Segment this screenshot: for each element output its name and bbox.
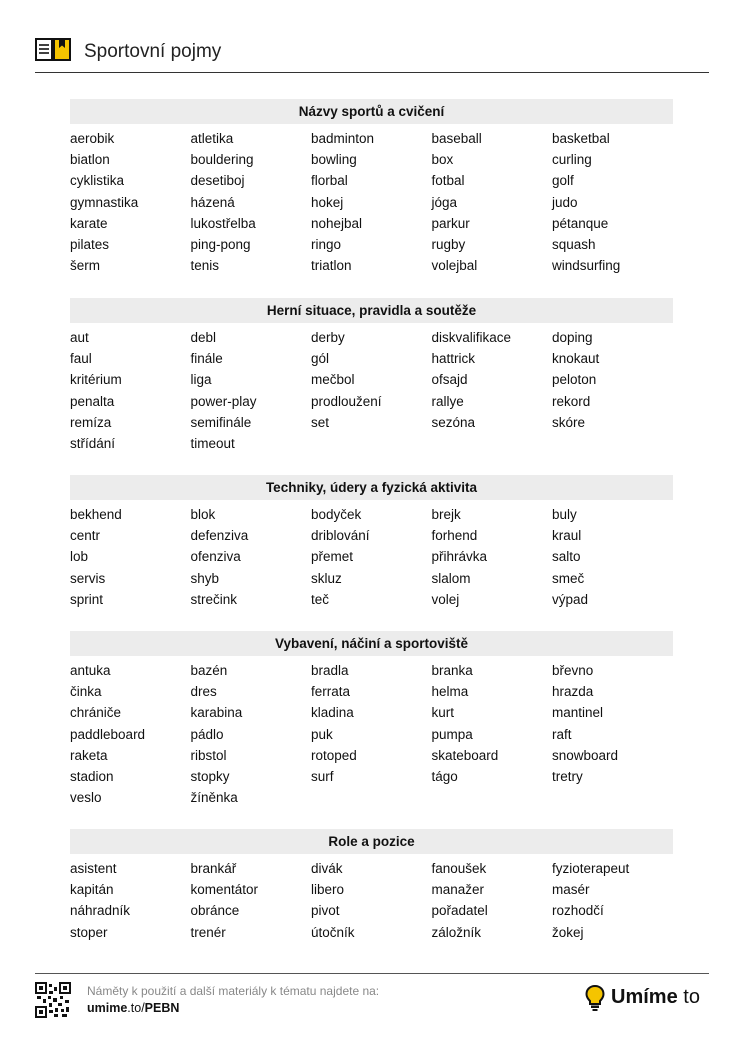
term-item: ping-pong (190, 236, 251, 252)
term-item: rekord (552, 393, 591, 409)
term-item: ferrata (311, 684, 351, 700)
brand-logo[interactable] (585, 984, 709, 1014)
term-grid (70, 504, 673, 610)
page-footer (35, 973, 709, 1024)
term-item: náhradník (70, 903, 131, 919)
term-item: záložník (431, 924, 482, 940)
term-item: strečink (190, 591, 238, 607)
term-item: mečbol (311, 372, 355, 388)
term-item: gymnastika (70, 194, 139, 210)
term-item: fanoušek (431, 861, 487, 876)
term-item: salto (552, 549, 581, 565)
term-item: volej (431, 591, 460, 607)
section-techniques (70, 475, 673, 610)
term-item: golf (552, 173, 574, 189)
link-domain-bold: umime (87, 1001, 128, 1015)
term-item: hokej (311, 194, 344, 210)
term-item: házená (190, 194, 235, 210)
section-sports (70, 99, 673, 276)
term-item: doping (552, 330, 593, 345)
term-item: střídání (70, 435, 116, 451)
term-item: badminton (311, 131, 375, 146)
section-title: Techniky, údery a fyzická aktivita (70, 475, 673, 500)
term-item: mantinel (552, 705, 604, 721)
term-item: remíza (70, 414, 112, 430)
term-item: žokej (552, 924, 584, 940)
term-item: squash (552, 236, 596, 252)
term-item: kapitán (70, 882, 114, 898)
term-item: power-play (190, 393, 257, 409)
term-item: libero (311, 882, 345, 898)
term-item: ribstol (190, 747, 227, 763)
term-grid (70, 128, 673, 276)
term-item: raft (552, 726, 572, 742)
term-item: útočník (311, 924, 355, 940)
term-item: rozhodčí (552, 903, 604, 919)
term-item: přihrávka (431, 549, 488, 565)
term-item: ofsajd (431, 372, 468, 388)
term-item: aut (70, 330, 89, 345)
section-game-situations (70, 298, 673, 454)
term-item: obránce (190, 903, 240, 919)
term-item: bodyček (311, 507, 362, 522)
term-item: jóga (431, 194, 458, 210)
brand-bold: Umíme (611, 986, 678, 1008)
section-equipment (70, 631, 673, 808)
section-title: Názvy sportů a cvičení (70, 99, 673, 124)
term-item: knokaut (552, 351, 600, 367)
term-item: pilates (70, 236, 110, 252)
term-item: diskvalifikace (431, 330, 512, 345)
term-item: peloton (552, 372, 597, 388)
term-item: bouldering (190, 152, 254, 168)
term-item: kurt (431, 705, 455, 721)
link-domain-tail: .to/ (127, 1001, 145, 1015)
term-item: komentátor (190, 882, 259, 898)
term-item: veslo (70, 790, 102, 806)
term-item: brejk (431, 507, 461, 522)
term-item: florbal (311, 173, 348, 189)
lightbulb-icon (585, 984, 605, 1012)
term-item: masér (552, 882, 590, 898)
term-item: slalom (431, 570, 471, 586)
term-item: pumpa (431, 726, 473, 742)
term-item: parkur (431, 215, 470, 231)
term-item: skóre (552, 414, 586, 430)
brand-name (611, 986, 700, 1009)
term-item: bowling (311, 152, 357, 168)
term-item: pádlo (190, 726, 224, 742)
term-item: asistent (70, 861, 117, 876)
page-title: Sportovní pojmy (84, 41, 222, 62)
term-item: judo (552, 194, 578, 210)
term-item: nohejbal (311, 215, 363, 231)
footer-note: Náměty k použití a další materiály k tématu najdete na: (87, 984, 380, 998)
term-item: brankář (190, 861, 237, 876)
term-item: paddleboard (70, 726, 146, 742)
term-item: skateboard (431, 747, 499, 763)
term-item: sezóna (431, 414, 476, 430)
term-item: manažer (431, 882, 485, 898)
term-item: kritérium (70, 372, 122, 388)
footer-link[interactable] (87, 1001, 179, 1015)
term-grid (70, 858, 673, 943)
term-item: blok (190, 507, 216, 522)
term-item: žíněnka (190, 790, 238, 806)
term-item: finále (190, 351, 223, 367)
term-item: basketbal (552, 131, 610, 146)
term-item: centr (70, 528, 101, 544)
term-item: fotbal (431, 173, 465, 189)
term-item: ofenziva (190, 549, 241, 565)
term-item: box (431, 152, 454, 168)
term-item: šerm (70, 258, 100, 274)
term-item: raketa (70, 747, 108, 763)
term-item: bazén (190, 663, 228, 678)
term-item: prodloužení (311, 393, 382, 409)
term-item: liga (190, 372, 212, 388)
term-item: přemet (311, 549, 354, 565)
term-item: buly (552, 507, 577, 522)
term-item: triatlon (311, 258, 352, 274)
term-item: penalta (70, 393, 115, 409)
term-item: kraul (552, 528, 582, 544)
section-roles (70, 829, 673, 943)
term-item: derby (311, 330, 345, 345)
term-item: puk (311, 726, 333, 742)
term-item: karate (70, 215, 108, 231)
term-item: curling (552, 152, 592, 168)
term-item: ringo (311, 236, 342, 252)
book-icon (35, 36, 71, 64)
term-item: rallye (431, 393, 464, 409)
term-item: trenér (190, 924, 226, 940)
term-item: divák (311, 861, 343, 876)
term-item: činka (70, 684, 102, 700)
term-item: windsurfing (552, 258, 621, 274)
term-item: teč (311, 591, 330, 607)
term-item: sprint (70, 591, 104, 607)
term-item: branka (431, 663, 473, 678)
term-item: rotoped (311, 747, 357, 763)
term-item: karabina (190, 705, 243, 721)
term-item: dres (190, 684, 217, 700)
term-item: driblování (311, 528, 370, 544)
term-item: pivot (311, 903, 340, 919)
term-item: defenziva (190, 528, 249, 544)
term-item: tágo (431, 768, 458, 784)
term-item: chrániče (70, 705, 122, 721)
term-item: kladina (311, 705, 354, 721)
section-title: Vybavení, náčiní a sportoviště (70, 631, 673, 656)
term-item: pétanque (552, 215, 609, 231)
term-item: debl (190, 330, 217, 345)
term-item: stoper (70, 924, 108, 940)
term-item: břevno (552, 663, 594, 678)
term-item: tenis (190, 258, 220, 274)
term-item: pořadatel (431, 903, 488, 919)
term-item: desetiboj (190, 173, 245, 189)
term-item: tretry (552, 768, 583, 784)
term-item: surf (311, 768, 334, 784)
term-item: bekhend (70, 507, 122, 522)
term-item: fyzioterapeut (552, 861, 630, 876)
term-item: stopky (190, 768, 230, 784)
term-item: výpad (552, 591, 589, 607)
term-item: lukostřelba (190, 215, 256, 231)
term-item: faul (70, 351, 92, 367)
term-item: smeč (552, 570, 585, 586)
term-item: helma (431, 684, 469, 700)
term-item: rugby (431, 236, 466, 252)
term-item: gól (311, 351, 330, 367)
term-item: antuka (70, 663, 111, 678)
term-grid (70, 660, 673, 808)
term-item: biatlon (70, 152, 110, 168)
term-item: stadion (70, 768, 114, 784)
term-item: baseball (431, 131, 482, 146)
term-item: lob (70, 549, 89, 565)
term-item: forhend (431, 528, 478, 544)
term-item: servis (70, 570, 106, 586)
page-header (35, 36, 709, 73)
term-item: cyklistika (70, 173, 125, 189)
term-item: aerobik (70, 131, 115, 146)
term-grid (70, 327, 673, 454)
term-item: hattrick (431, 351, 476, 367)
section-title: Herní situace, pravidla a soutěže (70, 298, 673, 323)
term-item: atletika (190, 131, 234, 146)
qr-code-icon[interactable] (35, 982, 71, 1018)
term-item: semifinále (190, 414, 252, 430)
term-item: set (311, 414, 330, 430)
link-code: PEBN (144, 1001, 180, 1015)
brand-light: to (677, 986, 700, 1008)
term-item: skluz (311, 570, 342, 586)
term-item: snowboard (552, 747, 619, 763)
term-item: volejbal (431, 258, 478, 274)
term-item: timeout (190, 435, 235, 451)
term-item: shyb (190, 570, 220, 586)
section-title: Role a pozice (70, 829, 673, 854)
term-item: bradla (311, 663, 349, 678)
term-item: hrazda (552, 684, 594, 700)
